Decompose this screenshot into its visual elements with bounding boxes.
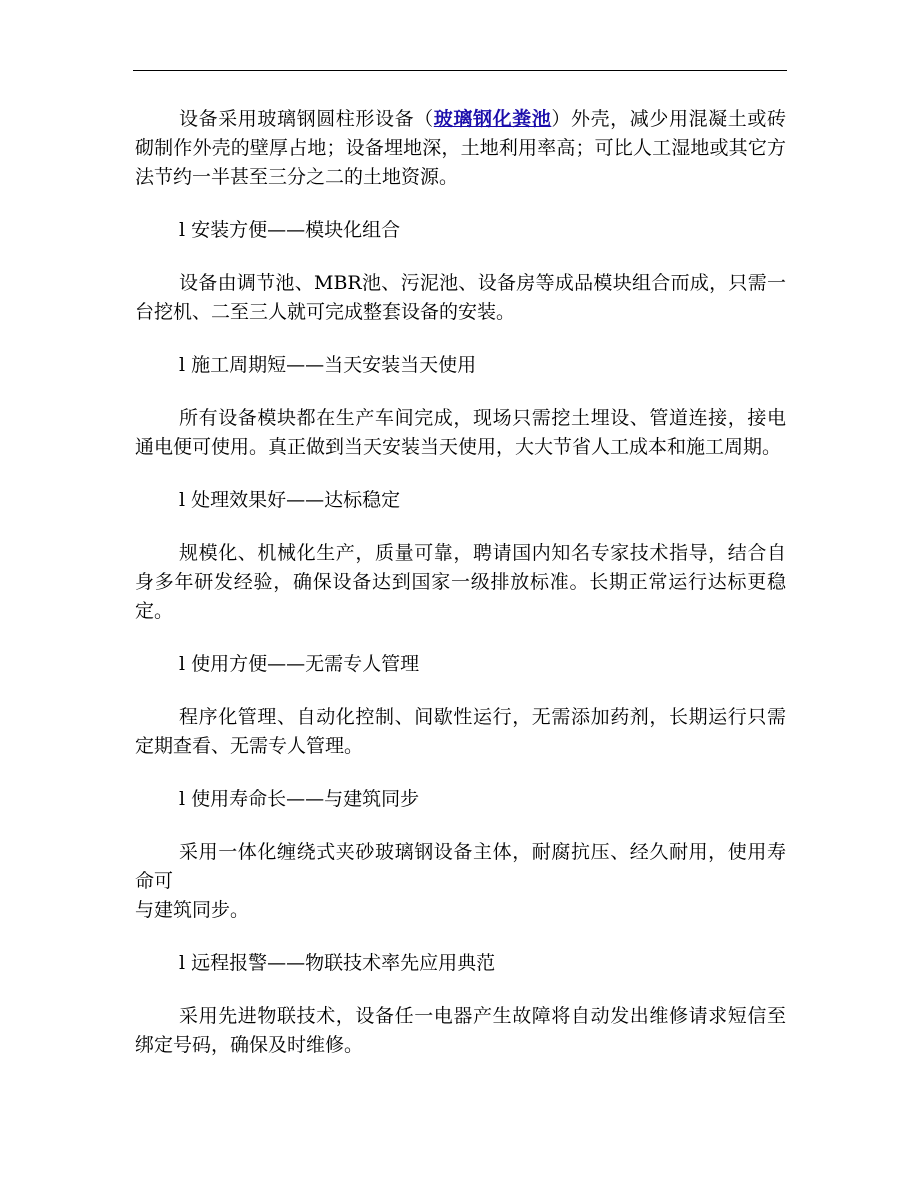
intro-text-before-link: 设备采用玻璃钢圆柱形设备（ — [179, 108, 434, 130]
section-heading-text: 使用方便——无需专人管理 — [191, 653, 420, 675]
bullet-marker: l — [179, 788, 186, 810]
section-heading-construction-period — [135, 351, 786, 380]
section-body-remote-alarm: 采用先进物联技术，设备任一电器产生故障将自动发出维修请求短信至绑定号码，确保及时维修。 — [135, 1005, 786, 1056]
bullet-marker: l — [179, 489, 186, 511]
intro-paragraph — [135, 105, 786, 192]
section-body-installation: 设备由调节池、MBR池、污泥池、设备房等成品模块组合而成，只需一台挖机、二至三人就可完成整套设备的安装。 — [135, 272, 786, 323]
bullet-marker: l — [179, 653, 186, 675]
section-heading-installation — [135, 216, 786, 245]
section-body-construction-period: 所有设备模块都在生产车间完成，现场只需挖土埋设、管道连接，接电通电便可使用。真正做到当天安装当天使用，大大节省人工成本和施工周期。 — [135, 407, 786, 458]
section-heading-text: 使用寿命长——与建筑同步 — [191, 788, 420, 810]
section-heading-remote-alarm — [135, 949, 786, 978]
section-heading-text: 安装方便——模块化组合 — [191, 219, 401, 241]
bullet-marker: l — [179, 354, 186, 376]
section-body-ease-of-use: 程序化管理、自动化控制、间歇性运行，无需添加药剂，长期运行只需定期查看、无需专人管理。 — [135, 706, 786, 757]
section-heading-service-life — [135, 785, 786, 814]
section-body-continued-text: 与建筑同步。 — [135, 899, 250, 921]
section-heading-text: 施工周期短——当天安装当天使用 — [191, 354, 477, 376]
fiberglass-septic-tank-link[interactable]: 玻璃钢化粪池 — [433, 108, 552, 130]
bullet-marker: l — [179, 219, 186, 241]
document-body — [135, 105, 786, 1084]
section-body-treatment-effect: 规模化、机械化生产，质量可靠，聘请国内知名专家技术指导，结合自身多年研发经验，确保设备达到国家一级排放标准。长期正常运行达标更稳定。 — [135, 542, 786, 622]
header-rule — [133, 70, 787, 71]
section-body-service-life — [135, 838, 786, 925]
section-heading-ease-of-use — [135, 650, 786, 679]
bullet-marker: l — [179, 952, 186, 974]
section-body-text: 采用一体化缠绕式夹砂玻璃钢设备主体，耐腐抗压、经久耐用，使用寿命可 — [135, 841, 786, 892]
section-heading-text: 远程报警——物联技术率先应用典范 — [191, 952, 496, 974]
intro-text-after-link: ）外壳，减少用混凝土或砖砌制作外壳的壁厚占地；设备埋地深，土地利用率高；可比人工湿地或其它方法节约一半甚至三分之二的土地资源。 — [135, 108, 786, 188]
section-heading-treatment-effect — [135, 486, 786, 515]
section-heading-text: 处理效果好——达标稳定 — [191, 489, 401, 511]
